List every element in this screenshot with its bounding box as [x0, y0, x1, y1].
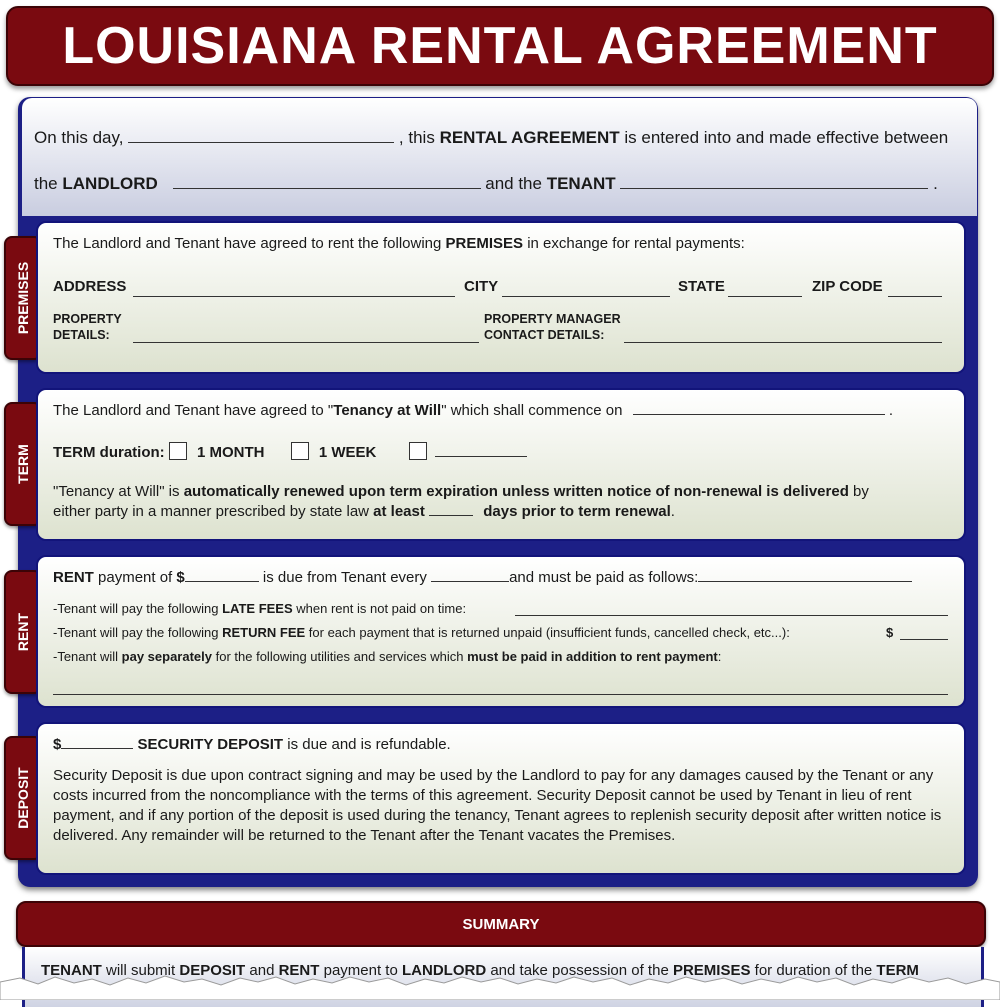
- week-checkbox[interactable]: [291, 442, 309, 460]
- utilities-text: :: [717, 649, 722, 664]
- tenancy-at-will-label: Tenancy at Will: [333, 402, 442, 419]
- manager-line-1: PROPERTY MANAGER: [484, 312, 621, 326]
- city-label: CITY: [464, 278, 499, 295]
- manager-line-2: CONTACT DETAILS:: [484, 328, 605, 342]
- rent-amount-field[interactable]: [185, 581, 259, 582]
- late-fees-field[interactable]: [515, 615, 948, 616]
- premises-tab-label: PREMISES: [15, 261, 31, 335]
- late-fees-text: when rent is not paid on time:: [296, 601, 467, 616]
- utilities-text: -Tenant will: [53, 649, 119, 664]
- intro-text: On this day,: [34, 128, 124, 147]
- return-fee-text: -Tenant will pay the following: [53, 625, 219, 640]
- property-details-line-2: DETAILS:: [53, 328, 110, 342]
- term-duration-label: TERM duration:: [53, 444, 165, 461]
- term-intro-text: The Landlord and Tenant have agreed to ": [53, 402, 334, 419]
- deposit-dollar-sign: $: [53, 736, 62, 753]
- deposit-section: [36, 722, 966, 875]
- intro-line-2: [34, 174, 938, 194]
- premises-intro: [53, 235, 745, 252]
- return-fee-field[interactable]: [900, 639, 948, 640]
- rent-text: and must be paid as follows:: [509, 569, 699, 586]
- date-field[interactable]: [128, 142, 394, 143]
- landlord-label: LANDLORD: [62, 174, 158, 193]
- intro-text: , this: [398, 128, 435, 147]
- summary-bold: LANDLORD: [402, 962, 487, 979]
- title-bar: [6, 6, 994, 86]
- term-intro-text: .: [888, 402, 893, 419]
- other-checkbox[interactable]: [409, 442, 427, 460]
- return-fee-dollar: $: [886, 625, 894, 640]
- intro-text: and the: [485, 174, 542, 193]
- summary-bold: TERM: [876, 962, 919, 979]
- rent-tab-label: RENT: [15, 612, 31, 652]
- rent-frequency-field[interactable]: [431, 581, 509, 582]
- premises-intro-text: The Landlord and Tenant have agreed to rent the following: [53, 235, 442, 252]
- rent-dollar-sign: $: [176, 569, 185, 586]
- payment-method-field[interactable]: [698, 581, 912, 582]
- summary-bar: [16, 901, 986, 947]
- late-fees-text: -Tenant will pay the following: [53, 601, 219, 616]
- premises-intro-bold: PREMISES: [445, 235, 524, 252]
- summary-bold: RENT: [278, 962, 320, 979]
- late-fees-row: [53, 601, 466, 616]
- rent-amount-row: [53, 569, 912, 586]
- security-deposit-label: SECURITY DEPOSIT: [137, 736, 284, 753]
- deposit-amount-row: [53, 736, 451, 753]
- summary-text: will submit: [106, 962, 176, 979]
- tenant-field[interactable]: [620, 188, 928, 189]
- rent-text: is due from Tenant every: [262, 569, 427, 586]
- intro-bold: RENTAL AGREEMENT: [439, 128, 620, 147]
- term-renewal-paragraph: [53, 482, 953, 522]
- property-details-label: [53, 311, 122, 343]
- utilities-text: for the following utilities and services which: [215, 649, 464, 664]
- summary-text: and: [249, 962, 275, 979]
- deposit-tab-label: DEPOSIT: [15, 767, 31, 829]
- summary-bold: PREMISES: [672, 962, 751, 979]
- term-intro-text: " which shall commence on: [441, 402, 623, 419]
- commence-date-field[interactable]: [633, 414, 885, 415]
- summary-bold: TENANT: [41, 962, 102, 979]
- utilities-row: [53, 649, 721, 664]
- notice-days-field[interactable]: [429, 515, 473, 516]
- term-tab-label: TERM: [15, 444, 31, 484]
- month-option-label: 1 MONTH: [197, 444, 265, 461]
- deposit-paragraph: Security Deposit is due upon contract signing and may be used by the Landlord to pay for any damages caused by the Tenant or any costs incurred from the noncompliance with the terms of this agreement. Security Deposit cannot be used by Tenant in lieu of rent payment, and if any portion of the deposit is used during the tenancy, Tenant agrees to replenish security deposit after written notice is delivered. Any remainder will be returned to the Tenant after the Tenant vacates the Premises.: [53, 767, 942, 844]
- month-checkbox[interactable]: [169, 442, 187, 460]
- manager-contact-label: [484, 311, 621, 343]
- return-fee-row: [53, 625, 790, 640]
- zip-field[interactable]: [888, 296, 942, 297]
- other-term-field[interactable]: [435, 456, 527, 457]
- term-renewal-text: .: [670, 503, 675, 520]
- term-renewal-line-1: [53, 482, 953, 502]
- intro-line-1: [34, 128, 948, 148]
- utilities-field[interactable]: [53, 694, 948, 695]
- state-label: STATE: [678, 278, 725, 295]
- term-renewal-text: either party in a manner prescribed by state law: [53, 503, 369, 520]
- summary-title: SUMMARY: [462, 915, 540, 933]
- address-label: ADDRESS: [53, 278, 127, 295]
- term-renewal-text: "Tenancy at Will" is: [53, 483, 180, 500]
- term-section: [36, 388, 966, 541]
- intro-section: [22, 98, 977, 216]
- deposit-amount-field[interactable]: [61, 748, 133, 749]
- premises-section: [36, 221, 966, 374]
- premises-intro-text: in exchange for rental payments:: [527, 235, 745, 252]
- city-field[interactable]: [502, 296, 670, 297]
- zip-label: ZIP CODE: [812, 278, 883, 295]
- term-renewal-bold: days prior to term renewal: [483, 503, 671, 520]
- landlord-field[interactable]: [173, 188, 481, 189]
- intro-text: .: [933, 174, 938, 193]
- rent-text: payment of: [98, 569, 173, 586]
- property-details-field[interactable]: [133, 342, 479, 343]
- summary-text: payment to: [323, 962, 398, 979]
- return-fee-text: for each payment that is returned unpaid (insufficient funds, cancelled check, etc...):: [308, 625, 790, 640]
- property-details-line-1: PROPERTY: [53, 312, 122, 326]
- deposit-text: is due and is refundable.: [287, 736, 451, 753]
- term-duration-row: [53, 442, 527, 461]
- rent-section: [36, 555, 966, 708]
- term-renewal-line-2: [53, 502, 953, 522]
- term-renewal-bold: at least: [373, 503, 425, 520]
- state-field[interactable]: [728, 296, 802, 297]
- rent-label: RENT: [53, 569, 94, 586]
- intro-text: the: [34, 174, 58, 193]
- summary-text: and take possession of the: [490, 962, 669, 979]
- week-option-label: 1 WEEK: [318, 444, 377, 461]
- torn-edge: [0, 968, 1000, 1000]
- utilities-bold: must be paid in addition to rent payment: [467, 649, 718, 664]
- term-renewal-text: by: [853, 483, 869, 500]
- manager-contact-field[interactable]: [624, 342, 942, 343]
- tenant-label: TENANT: [546, 174, 616, 193]
- return-fee-label: RETURN FEE: [222, 625, 306, 640]
- late-fees-label: LATE FEES: [222, 601, 293, 616]
- term-intro: [53, 402, 893, 419]
- summary-text: for duration of the: [754, 962, 873, 979]
- utilities-bold: pay separately: [121, 649, 212, 664]
- address-field[interactable]: [133, 296, 455, 297]
- summary-bold: DEPOSIT: [179, 962, 246, 979]
- intro-text: is entered into and made effective between: [624, 128, 949, 147]
- term-renewal-bold: automatically renewed upon term expiration unless written notice of non-renewal is delivered: [183, 483, 849, 500]
- document-title: LOUISIANA RENTAL AGREEMENT: [62, 17, 938, 75]
